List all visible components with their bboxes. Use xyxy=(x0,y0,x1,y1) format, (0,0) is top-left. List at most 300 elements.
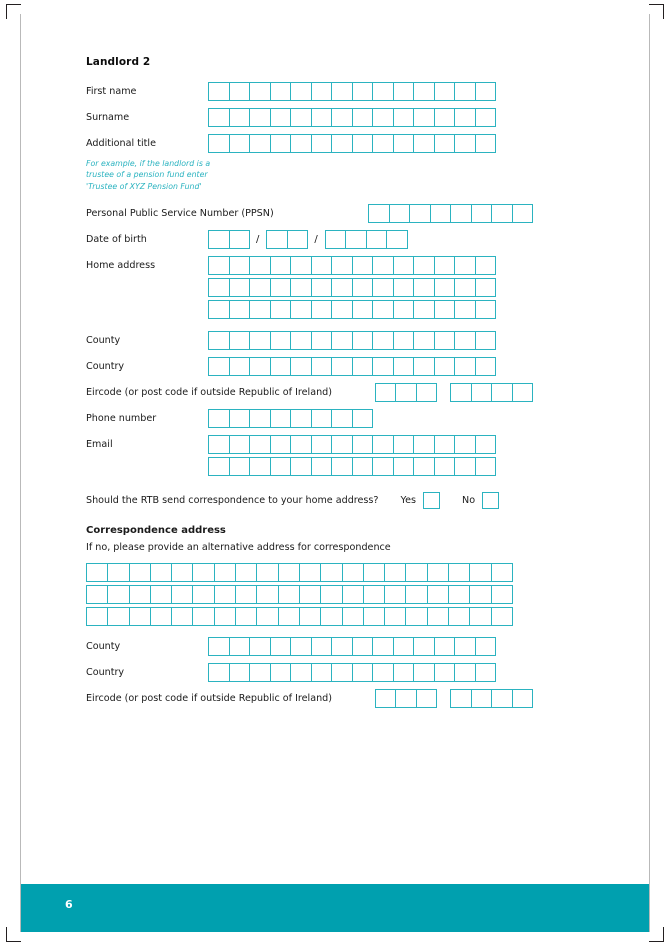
character-box[interactable] xyxy=(229,457,251,476)
character-box[interactable] xyxy=(352,256,374,275)
character-box[interactable] xyxy=(475,331,497,350)
character-box[interactable] xyxy=(208,457,230,476)
character-box[interactable] xyxy=(454,108,476,127)
character-box[interactable] xyxy=(208,82,230,101)
character-box[interactable] xyxy=(208,278,230,297)
character-box[interactable] xyxy=(372,637,394,656)
character-box[interactable] xyxy=(469,563,491,582)
character-box[interactable] xyxy=(475,278,497,297)
character-box[interactable] xyxy=(352,108,374,127)
character-box[interactable] xyxy=(512,689,534,708)
character-box[interactable] xyxy=(229,278,251,297)
character-box[interactable] xyxy=(270,331,292,350)
character-box[interactable] xyxy=(229,331,251,350)
input-home-address-line-2[interactable] xyxy=(208,278,495,297)
character-box[interactable] xyxy=(278,585,300,604)
character-box[interactable] xyxy=(372,331,394,350)
character-box[interactable] xyxy=(395,689,417,708)
character-box[interactable] xyxy=(290,278,312,297)
character-box[interactable] xyxy=(393,300,415,319)
input-eircode[interactable] xyxy=(375,383,533,402)
character-box[interactable] xyxy=(290,108,312,127)
character-box[interactable] xyxy=(372,278,394,297)
character-box[interactable] xyxy=(363,563,385,582)
character-box[interactable] xyxy=(352,457,374,476)
character-box[interactable] xyxy=(372,82,394,101)
character-box[interactable] xyxy=(311,663,333,682)
character-box[interactable] xyxy=(454,331,476,350)
character-box[interactable] xyxy=(331,134,353,153)
character-box[interactable] xyxy=(249,300,271,319)
character-box[interactable] xyxy=(384,563,406,582)
character-box[interactable] xyxy=(430,204,452,223)
character-box[interactable] xyxy=(352,357,374,376)
character-box[interactable] xyxy=(405,585,427,604)
character-box[interactable] xyxy=(375,383,397,402)
character-box[interactable] xyxy=(413,457,435,476)
character-box[interactable] xyxy=(256,607,278,626)
character-box[interactable] xyxy=(393,82,415,101)
character-box[interactable] xyxy=(208,435,230,454)
character-box[interactable] xyxy=(413,357,435,376)
input-email[interactable] xyxy=(208,435,495,479)
character-box[interactable] xyxy=(249,663,271,682)
character-box[interactable] xyxy=(413,435,435,454)
character-box[interactable] xyxy=(208,357,230,376)
character-box[interactable] xyxy=(290,637,312,656)
character-box[interactable] xyxy=(249,134,271,153)
character-box[interactable] xyxy=(129,585,151,604)
input-email-line-1[interactable] xyxy=(208,435,495,454)
input-surname[interactable] xyxy=(208,108,495,127)
character-box[interactable] xyxy=(290,82,312,101)
character-box[interactable] xyxy=(454,663,476,682)
character-box[interactable] xyxy=(352,663,374,682)
character-box[interactable] xyxy=(434,300,456,319)
character-box[interactable] xyxy=(352,82,374,101)
character-box[interactable] xyxy=(475,663,497,682)
character-box[interactable] xyxy=(192,563,214,582)
character-box[interactable] xyxy=(107,563,129,582)
input-correspondence-address[interactable] xyxy=(86,563,532,626)
character-box[interactable] xyxy=(372,457,394,476)
character-box[interactable] xyxy=(454,637,476,656)
character-box[interactable] xyxy=(208,230,230,249)
character-box[interactable] xyxy=(256,585,278,604)
character-box[interactable] xyxy=(454,82,476,101)
character-box[interactable] xyxy=(320,607,342,626)
character-box[interactable] xyxy=(393,435,415,454)
character-box[interactable] xyxy=(491,607,513,626)
character-box[interactable] xyxy=(290,435,312,454)
character-box[interactable] xyxy=(454,435,476,454)
input-correspondence-eircode[interactable] xyxy=(375,689,533,708)
character-box[interactable] xyxy=(311,331,333,350)
input-country[interactable] xyxy=(208,357,495,376)
character-box[interactable] xyxy=(434,435,456,454)
character-box[interactable] xyxy=(229,134,251,153)
character-box[interactable] xyxy=(454,357,476,376)
character-box[interactable] xyxy=(352,278,374,297)
character-box[interactable] xyxy=(311,256,333,275)
character-box[interactable] xyxy=(311,357,333,376)
character-box[interactable] xyxy=(448,585,470,604)
character-box[interactable] xyxy=(249,457,271,476)
character-box[interactable] xyxy=(389,204,411,223)
character-box[interactable] xyxy=(454,134,476,153)
character-box[interactable] xyxy=(450,204,472,223)
character-box[interactable] xyxy=(413,637,435,656)
character-box[interactable] xyxy=(171,607,193,626)
character-box[interactable] xyxy=(229,82,251,101)
character-box[interactable] xyxy=(256,563,278,582)
character-box[interactable] xyxy=(86,585,108,604)
character-box[interactable] xyxy=(450,383,472,402)
character-box[interactable] xyxy=(171,563,193,582)
character-box[interactable] xyxy=(299,585,321,604)
character-box[interactable] xyxy=(352,300,374,319)
character-box[interactable] xyxy=(107,607,129,626)
character-box[interactable] xyxy=(331,300,353,319)
character-box[interactable] xyxy=(454,457,476,476)
character-box[interactable] xyxy=(427,585,449,604)
input-correspondence-country[interactable] xyxy=(208,663,495,682)
character-box[interactable] xyxy=(208,637,230,656)
character-box[interactable] xyxy=(320,585,342,604)
field-row-eircode xyxy=(86,383,532,402)
character-box[interactable] xyxy=(416,383,438,402)
character-box[interactable] xyxy=(469,607,491,626)
character-box[interactable] xyxy=(331,278,353,297)
character-box[interactable] xyxy=(150,585,172,604)
character-box[interactable] xyxy=(434,457,456,476)
character-box[interactable] xyxy=(208,134,230,153)
character-box[interactable] xyxy=(448,607,470,626)
character-box[interactable] xyxy=(235,585,257,604)
character-box[interactable] xyxy=(290,457,312,476)
checkbox-yes[interactable] xyxy=(423,492,440,509)
character-box[interactable] xyxy=(413,300,435,319)
character-box[interactable] xyxy=(434,357,456,376)
character-box[interactable] xyxy=(434,108,456,127)
character-box[interactable] xyxy=(311,108,333,127)
input-home-address[interactable] xyxy=(208,256,495,322)
character-box[interactable] xyxy=(278,563,300,582)
character-box[interactable] xyxy=(352,331,374,350)
character-box[interactable] xyxy=(434,256,456,275)
character-box[interactable] xyxy=(331,357,353,376)
checkbox-no[interactable] xyxy=(482,492,499,509)
character-box[interactable] xyxy=(150,563,172,582)
character-box[interactable] xyxy=(249,637,271,656)
input-ppsn[interactable] xyxy=(368,204,532,223)
character-box[interactable] xyxy=(475,637,497,656)
character-box[interactable] xyxy=(434,82,456,101)
character-box[interactable] xyxy=(235,563,257,582)
character-box[interactable] xyxy=(413,134,435,153)
character-box[interactable] xyxy=(331,435,353,454)
character-box[interactable] xyxy=(366,230,388,249)
character-box[interactable] xyxy=(311,637,333,656)
character-box[interactable] xyxy=(475,435,497,454)
character-box[interactable] xyxy=(475,357,497,376)
character-box[interactable] xyxy=(384,607,406,626)
character-box[interactable] xyxy=(491,563,513,582)
character-box[interactable] xyxy=(372,300,394,319)
character-box[interactable] xyxy=(352,637,374,656)
character-box[interactable] xyxy=(384,585,406,604)
character-box[interactable] xyxy=(345,230,367,249)
character-box[interactable] xyxy=(448,563,470,582)
character-box[interactable] xyxy=(229,409,251,428)
character-box[interactable] xyxy=(229,637,251,656)
character-box[interactable] xyxy=(434,134,456,153)
character-box[interactable] xyxy=(405,563,427,582)
character-box[interactable] xyxy=(86,607,108,626)
character-box[interactable] xyxy=(434,331,456,350)
character-box[interactable] xyxy=(287,230,309,249)
character-box[interactable] xyxy=(311,435,333,454)
character-box[interactable] xyxy=(107,585,129,604)
character-box[interactable] xyxy=(372,134,394,153)
character-box[interactable] xyxy=(208,300,230,319)
character-box[interactable] xyxy=(393,331,415,350)
character-box[interactable] xyxy=(413,82,435,101)
character-box[interactable] xyxy=(249,256,271,275)
character-box[interactable] xyxy=(311,278,333,297)
character-box[interactable] xyxy=(270,357,292,376)
character-box[interactable] xyxy=(413,278,435,297)
character-box[interactable] xyxy=(512,204,534,223)
character-box[interactable] xyxy=(413,663,435,682)
character-box[interactable] xyxy=(409,204,431,223)
character-box[interactable] xyxy=(311,82,333,101)
input-correspondence-address-line-3[interactable] xyxy=(86,607,532,626)
input-correspondence-eircode-identifier[interactable] xyxy=(450,689,532,708)
input-county[interactable] xyxy=(208,331,495,350)
character-box[interactable] xyxy=(512,383,534,402)
character-box[interactable] xyxy=(208,256,230,275)
character-box[interactable] xyxy=(249,331,271,350)
input-date-of-birth[interactable] xyxy=(208,230,407,249)
character-box[interactable] xyxy=(299,607,321,626)
input-correspondence-county[interactable] xyxy=(208,637,495,656)
character-box[interactable] xyxy=(372,108,394,127)
character-box[interactable] xyxy=(434,637,456,656)
character-box[interactable] xyxy=(208,108,230,127)
character-box[interactable] xyxy=(386,230,408,249)
input-correspondence-address-line-1[interactable] xyxy=(86,563,532,582)
character-box[interactable] xyxy=(214,563,236,582)
character-box[interactable] xyxy=(331,457,353,476)
character-box[interactable] xyxy=(475,134,497,153)
character-box[interactable] xyxy=(290,134,312,153)
character-box[interactable] xyxy=(235,607,257,626)
character-box[interactable] xyxy=(395,383,417,402)
character-box[interactable] xyxy=(214,585,236,604)
label-phone-number: Phone number xyxy=(86,412,157,424)
character-box[interactable] xyxy=(393,108,415,127)
character-box[interactable] xyxy=(434,278,456,297)
character-box[interactable] xyxy=(475,256,497,275)
character-box[interactable] xyxy=(368,204,390,223)
character-box[interactable] xyxy=(471,383,493,402)
character-box[interactable] xyxy=(331,663,353,682)
character-box[interactable] xyxy=(249,108,271,127)
character-box[interactable] xyxy=(416,689,438,708)
character-box[interactable] xyxy=(475,300,497,319)
character-box[interactable] xyxy=(320,563,342,582)
character-box[interactable] xyxy=(270,637,292,656)
character-box[interactable] xyxy=(270,278,292,297)
character-box[interactable] xyxy=(342,585,364,604)
input-email-line-2[interactable] xyxy=(208,457,495,476)
character-box[interactable] xyxy=(475,457,497,476)
character-box[interactable] xyxy=(270,457,292,476)
character-box[interactable] xyxy=(311,300,333,319)
character-box[interactable] xyxy=(270,663,292,682)
character-box[interactable] xyxy=(311,457,333,476)
character-box[interactable] xyxy=(427,607,449,626)
character-box[interactable] xyxy=(342,563,364,582)
input-home-address-line-1[interactable] xyxy=(208,256,495,275)
character-box[interactable] xyxy=(331,331,353,350)
character-box[interactable] xyxy=(192,585,214,604)
character-box[interactable] xyxy=(427,563,449,582)
character-box[interactable] xyxy=(270,300,292,319)
character-box[interactable] xyxy=(249,435,271,454)
character-box[interactable] xyxy=(86,563,108,582)
character-box[interactable] xyxy=(363,585,385,604)
input-correspondence-eircode-routing-key[interactable] xyxy=(375,689,437,708)
character-box[interactable] xyxy=(352,435,374,454)
character-box[interactable] xyxy=(290,409,312,428)
character-box[interactable] xyxy=(372,357,394,376)
character-box[interactable] xyxy=(363,607,385,626)
input-eircode-routing-key[interactable] xyxy=(375,383,437,402)
character-box[interactable] xyxy=(372,663,394,682)
character-box[interactable] xyxy=(171,585,193,604)
character-box[interactable] xyxy=(375,689,397,708)
input-dob-month[interactable] xyxy=(266,230,307,249)
character-box[interactable] xyxy=(270,82,292,101)
character-box[interactable] xyxy=(331,409,353,428)
character-box[interactable] xyxy=(249,278,271,297)
character-box[interactable] xyxy=(192,607,214,626)
character-box[interactable] xyxy=(352,409,374,428)
character-box[interactable] xyxy=(266,230,288,249)
character-box[interactable] xyxy=(471,204,493,223)
character-box[interactable] xyxy=(229,435,251,454)
character-box[interactable] xyxy=(342,607,364,626)
character-box[interactable] xyxy=(393,637,415,656)
character-box[interactable] xyxy=(450,689,472,708)
character-box[interactable] xyxy=(229,357,251,376)
character-box[interactable] xyxy=(214,607,236,626)
character-box[interactable] xyxy=(290,663,312,682)
character-box[interactable] xyxy=(454,256,476,275)
character-box[interactable] xyxy=(129,607,151,626)
character-box[interactable] xyxy=(393,357,415,376)
character-box[interactable] xyxy=(413,108,435,127)
character-box[interactable] xyxy=(290,357,312,376)
character-box[interactable] xyxy=(325,230,347,249)
input-dob-day[interactable] xyxy=(208,230,249,249)
character-box[interactable] xyxy=(129,563,151,582)
character-box[interactable] xyxy=(331,82,353,101)
character-box[interactable] xyxy=(413,331,435,350)
character-box[interactable] xyxy=(229,108,251,127)
character-box[interactable] xyxy=(491,585,513,604)
character-box[interactable] xyxy=(331,637,353,656)
character-box[interactable] xyxy=(249,409,271,428)
character-box[interactable] xyxy=(331,108,353,127)
character-box[interactable] xyxy=(475,82,497,101)
character-box[interactable] xyxy=(393,278,415,297)
character-box[interactable] xyxy=(208,331,230,350)
character-box[interactable] xyxy=(229,663,251,682)
character-box[interactable] xyxy=(249,82,271,101)
character-box[interactable] xyxy=(278,607,300,626)
character-box[interactable] xyxy=(270,108,292,127)
character-box[interactable] xyxy=(372,435,394,454)
character-box[interactable] xyxy=(229,300,251,319)
character-box[interactable] xyxy=(229,230,251,249)
character-box[interactable] xyxy=(405,607,427,626)
character-box[interactable] xyxy=(290,331,312,350)
character-box[interactable] xyxy=(208,663,230,682)
character-box[interactable] xyxy=(475,108,497,127)
input-first-name[interactable] xyxy=(208,82,495,101)
character-box[interactable] xyxy=(331,256,353,275)
character-box[interactable] xyxy=(454,278,476,297)
character-box[interactable] xyxy=(491,204,513,223)
character-box[interactable] xyxy=(434,663,456,682)
character-box[interactable] xyxy=(413,256,435,275)
character-box[interactable] xyxy=(454,300,476,319)
character-box[interactable] xyxy=(270,435,292,454)
character-box[interactable] xyxy=(311,409,333,428)
input-eircode-identifier[interactable] xyxy=(450,383,532,402)
character-box[interactable] xyxy=(311,134,333,153)
character-box[interactable] xyxy=(270,256,292,275)
character-box[interactable] xyxy=(393,134,415,153)
character-box[interactable] xyxy=(299,563,321,582)
character-box[interactable] xyxy=(393,457,415,476)
character-box[interactable] xyxy=(491,689,513,708)
character-box[interactable] xyxy=(393,256,415,275)
character-box[interactable] xyxy=(290,300,312,319)
input-phone-number[interactable] xyxy=(208,409,372,428)
character-box[interactable] xyxy=(352,134,374,153)
character-box[interactable] xyxy=(469,585,491,604)
input-home-address-line-3[interactable] xyxy=(208,300,495,319)
character-box[interactable] xyxy=(393,663,415,682)
input-additional-title[interactable] xyxy=(208,134,495,153)
character-box[interactable] xyxy=(150,607,172,626)
character-box[interactable] xyxy=(290,256,312,275)
character-box[interactable] xyxy=(471,689,493,708)
input-correspondence-address-line-2[interactable] xyxy=(86,585,532,604)
character-box[interactable] xyxy=(249,357,271,376)
character-box[interactable] xyxy=(372,256,394,275)
character-box[interactable] xyxy=(270,409,292,428)
character-box[interactable] xyxy=(229,256,251,275)
character-box[interactable] xyxy=(491,383,513,402)
input-dob-year[interactable] xyxy=(325,230,407,249)
character-box[interactable] xyxy=(270,134,292,153)
character-box[interactable] xyxy=(208,409,230,428)
